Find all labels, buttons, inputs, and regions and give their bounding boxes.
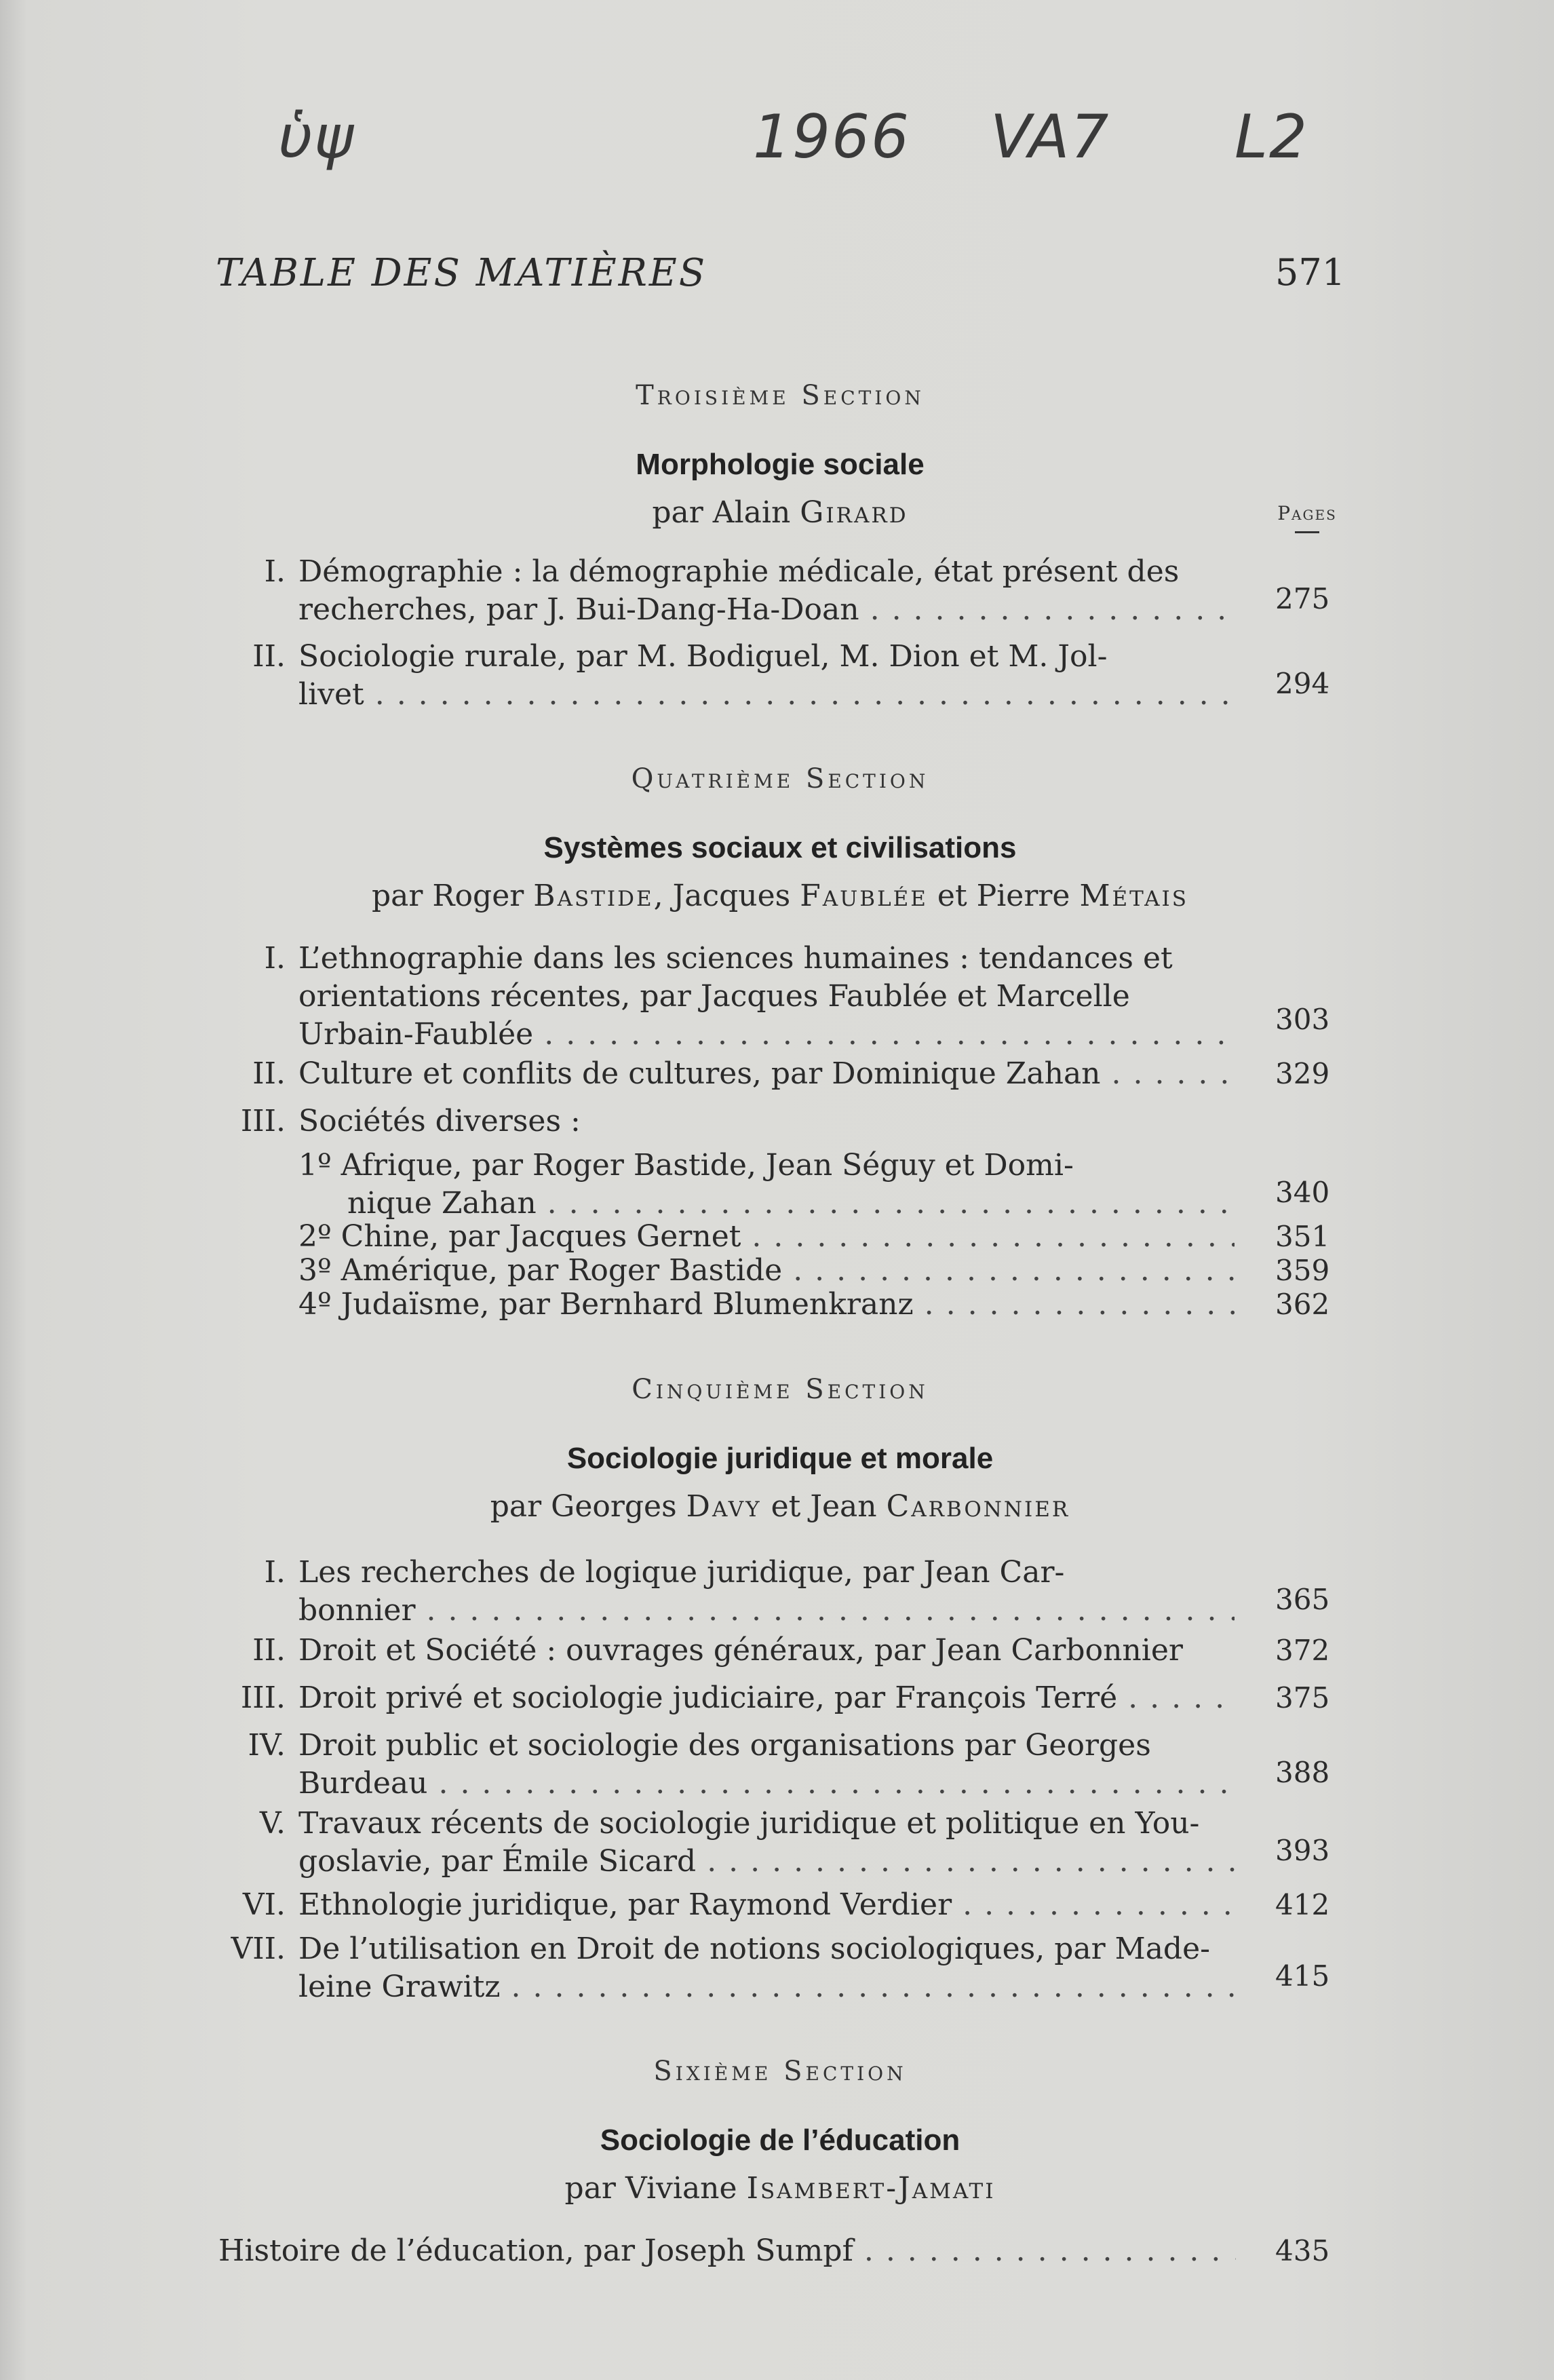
entry-line: Ethnologie juridique, par Raymond Verdier . . . bbox=[298, 1886, 1235, 1924]
entry-text bbox=[298, 1886, 1235, 1924]
entry-line: recherches, par J. Bui-Dang-Ha-Doan . . . bbox=[298, 591, 1235, 629]
entry-number: I. bbox=[264, 941, 286, 976]
entry-number: I. bbox=[264, 554, 286, 589]
entry-text bbox=[298, 1554, 1235, 1630]
section-label: Troisième Section bbox=[636, 380, 925, 411]
entry-line: Les recherches de logique juridique, par Jean Car- bbox=[298, 1555, 1065, 1590]
entry-number: VII. bbox=[231, 1932, 286, 1966]
handwritten-note-year: 1966 bbox=[753, 102, 910, 172]
entry-line: 3º Amérique, par Roger Bastide . . . bbox=[298, 1252, 1235, 1290]
entry-page: 365 bbox=[1275, 1583, 1330, 1616]
entry-page: 275 bbox=[1275, 582, 1330, 615]
entry-page: 294 bbox=[1275, 667, 1330, 700]
author-name: Bastide bbox=[533, 879, 654, 913]
entry-number: II. bbox=[252, 1056, 286, 1091]
entry-text bbox=[298, 1679, 1235, 1717]
entry-page: 340 bbox=[1275, 1176, 1330, 1209]
entry-text bbox=[298, 1147, 1235, 1223]
entry-text bbox=[218, 2232, 1236, 2270]
author-name: Carbonnier bbox=[886, 1489, 1070, 1524]
entry-page: 393 bbox=[1275, 1834, 1330, 1867]
author-connector: et Pierre bbox=[927, 879, 1080, 913]
entry-line: nique Zahan . . . bbox=[298, 1185, 1235, 1223]
entry-line: Droit privé et sociologie judiciaire, par François Terré . . . bbox=[298, 1679, 1235, 1717]
section-label: Sixième Section bbox=[653, 2056, 907, 2087]
entry-page: 303 bbox=[1275, 1003, 1330, 1036]
pages-column-label bbox=[1270, 502, 1344, 533]
author-prefix: par Alain bbox=[652, 495, 800, 530]
section-author bbox=[217, 495, 1343, 530]
entry-text bbox=[298, 1632, 1235, 1670]
entry-line: Culture et conflits de cultures, par Dominique Zahan . . . bbox=[298, 1055, 1235, 1093]
handwritten-note-code: VA7 bbox=[990, 102, 1110, 172]
entry-line: Sociologie rurale, par M. Bodiguel, M. Dion et M. Jol- bbox=[298, 639, 1108, 674]
pages-label-text: Pages bbox=[1277, 502, 1337, 524]
entry-text bbox=[298, 1102, 1235, 1140]
author-prefix: par Viviane bbox=[564, 2171, 747, 2206]
entry-number: I. bbox=[264, 1555, 286, 1590]
entry-text bbox=[298, 638, 1235, 714]
entry-line: Urbain-Faublée . . . bbox=[298, 1016, 1235, 1054]
entry-page: 359 bbox=[1275, 1254, 1330, 1287]
section-author bbox=[217, 1489, 1343, 1524]
entry-line: Travaux récents de sociologie juridique et politique en You- bbox=[298, 1806, 1200, 1841]
entry-number: II. bbox=[252, 639, 286, 674]
section-title: Sociologie de l’éducation bbox=[600, 2124, 960, 2157]
entry-number: V. bbox=[259, 1806, 286, 1841]
entry-text bbox=[298, 1805, 1235, 1881]
entry-line: De l’utilisation en Droit de notions sociologiques, par Made- bbox=[298, 1932, 1210, 1966]
author-prefix: par Georges bbox=[490, 1489, 686, 1524]
entry-line: Démographie : la démographie médicale, état présent des bbox=[298, 554, 1180, 589]
entry-line: orientations récentes, par Jacques Faublée et Marcelle bbox=[298, 979, 1130, 1014]
entry-line: bonnier . . . bbox=[298, 1592, 1235, 1630]
entry-line: livet . . . bbox=[298, 676, 1235, 714]
entry-text bbox=[298, 553, 1235, 629]
entry-page: 375 bbox=[1275, 1681, 1330, 1714]
entry-line: leine Grawitz . . . bbox=[298, 1968, 1235, 2006]
entry-line: 4º Judaïsme, par Bernhard Blumenkranz . . . bbox=[298, 1286, 1235, 1324]
author-connector: , Jacques bbox=[653, 879, 800, 913]
author-name: Isambert-Jamati bbox=[746, 2171, 996, 2206]
section-title: Morphologie sociale bbox=[636, 448, 925, 481]
entry-page: 412 bbox=[1275, 1888, 1330, 1921]
entry-page: 415 bbox=[1275, 1959, 1330, 1993]
page-number: 571 bbox=[1275, 251, 1346, 294]
section-author bbox=[217, 879, 1343, 913]
section-title: Sociologie juridique et morale bbox=[566, 1442, 994, 1475]
entry-text bbox=[298, 1218, 1235, 1256]
author-name: Faublée bbox=[800, 879, 928, 913]
section-label: Quatrième Section bbox=[631, 763, 929, 794]
entry-number: IV. bbox=[248, 1728, 286, 1763]
entry-page: 435 bbox=[1275, 2234, 1330, 2267]
entry-page: 388 bbox=[1275, 1756, 1330, 1789]
author-name: Métais bbox=[1079, 879, 1188, 913]
entry-text bbox=[298, 1055, 1235, 1093]
section-title: Systèmes sociaux et civilisations bbox=[543, 831, 1017, 864]
entry-page: 329 bbox=[1275, 1057, 1330, 1090]
author-prefix: par Roger bbox=[372, 879, 534, 913]
entry-line: Histoire de l’éducation, par Joseph Sumpf . . . bbox=[218, 2232, 1236, 2270]
entry-number: VI. bbox=[242, 1887, 286, 1922]
section-author bbox=[217, 2171, 1343, 2206]
entry-number: III. bbox=[240, 1681, 286, 1715]
entry-line: Droit public et sociologie des organisations par Georges bbox=[298, 1728, 1151, 1763]
author-name: Girard bbox=[800, 495, 908, 530]
entry-text bbox=[298, 940, 1235, 1054]
entry-line: 1º Afrique, par Roger Bastide, Jean Séguy et Domi- bbox=[298, 1148, 1074, 1183]
entry-line: L’ethnographie dans les sciences humaines : tendances et bbox=[298, 941, 1173, 976]
running-title: TABLE DES MATIÈRES bbox=[216, 251, 707, 295]
entry-text bbox=[298, 1930, 1235, 2006]
entry-text bbox=[298, 1286, 1235, 1324]
entry-number: III. bbox=[240, 1104, 286, 1138]
handwritten-note-right: L2 bbox=[1235, 102, 1309, 172]
author-connector: et Jean bbox=[761, 1489, 887, 1524]
entry-text bbox=[298, 1252, 1235, 1290]
author-name: Davy bbox=[686, 1489, 762, 1524]
entry-page: 351 bbox=[1275, 1220, 1330, 1253]
entry-page: 362 bbox=[1275, 1288, 1330, 1321]
handwritten-note-left: ὑψ bbox=[278, 102, 355, 172]
entry-text bbox=[298, 1727, 1235, 1803]
entry-line: Sociétés diverses : bbox=[298, 1104, 581, 1138]
entry-line: 2º Chine, par Jacques Gernet . . . bbox=[298, 1218, 1235, 1256]
entry-page: 372 bbox=[1275, 1634, 1330, 1667]
entry-line: goslavie, par Émile Sicard . . . bbox=[298, 1843, 1235, 1881]
section-label: Cinquième Section bbox=[632, 1374, 929, 1405]
entry-line: Droit et Société : ouvrages généraux, par Jean Carbonnier bbox=[298, 1633, 1183, 1668]
pages-label-underline bbox=[1295, 531, 1319, 533]
entry-number: II. bbox=[252, 1633, 286, 1668]
entry-line: Burdeau . . . bbox=[298, 1765, 1235, 1803]
